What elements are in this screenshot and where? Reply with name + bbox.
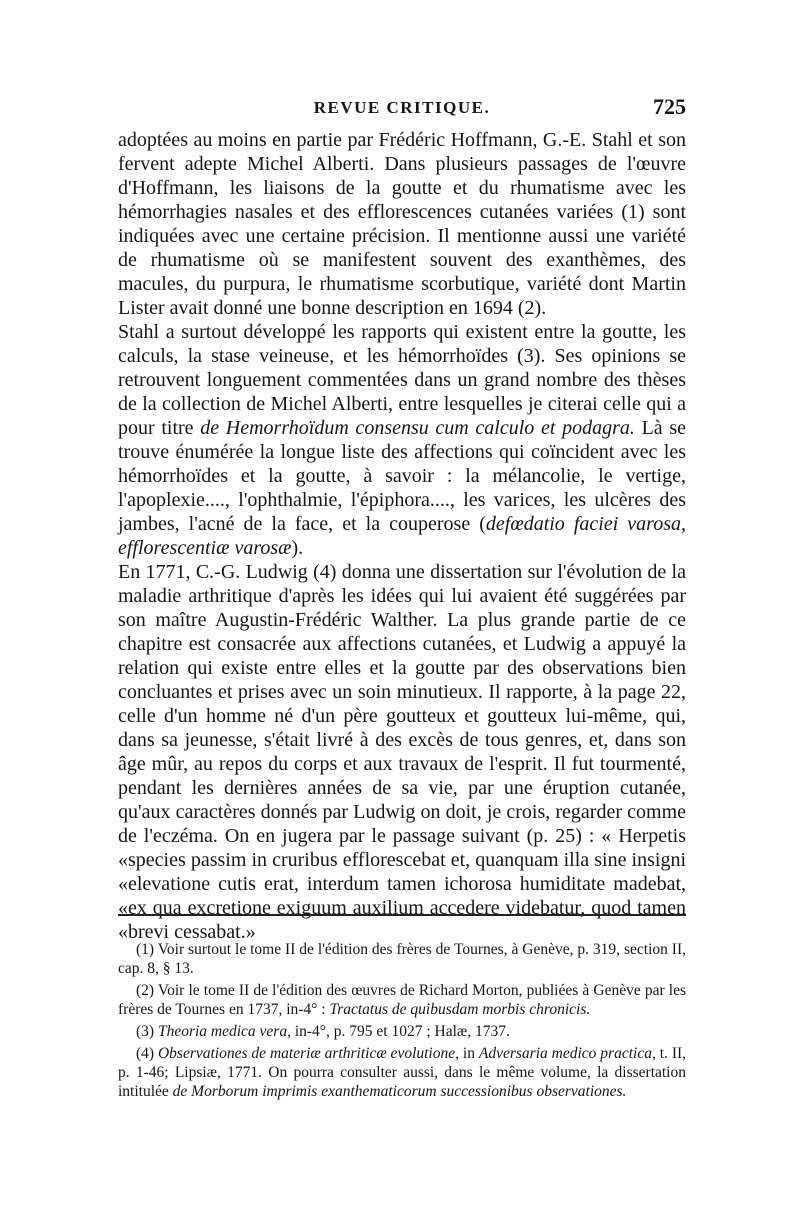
footnote-4-title: Observationes de materiæ arthriticæ evolutione, [157, 1045, 459, 1062]
thesis-title: de Hemorrhoïdum consensu cum calculo et podagra. [200, 417, 635, 439]
paragraph-3-text: En 1771, C.-G. Ludwig (4) donna une dissertation sur l'évolution de la maladie arthritique d'après les idées qui lui avaient été suggérées par son maître Augustin-Frédéric Walther. La plus grande partie de ce chapitre est consacrée aux affections cutanées, et Ludwig a appuyé la relation qui existe entre elles et la goutte par des observations bien concluantes et prises avec un soin minutieux. Il rapporte, à la page 22, celle d'un homme né d'un père goutteux et goutteux lui-même, qui, dans sa jeunesse, s'était livré à des excès de tous genres, et, dans son âge mûr, au repos du corps et aux travaux de l'esprit. Il fut tourmenté, pendant les dernières années de sa vie, par une éruption cutanée, qu'aux caractères donnés par Ludwig on doit, je crois, regarder comme de l'eczéma. On en jugera par le passage suivant (p. 25) : « Herpetis «species passim in cruribus efflorescebat et, quanquam illa sine insigni «elevatione cutis erat, interdum tamen ichorosa humiditate madebat, «ex qua excretione exiguum auxilium accedere videbatur, quod tamen «brevi cessabat.» [118, 561, 686, 943]
footnote-4 [118, 1044, 686, 1101]
footnote-4-journal: Adversaria medico practica, [478, 1045, 656, 1062]
footnote-4-text: t. II, p. 1-46; Lipsiæ, 1771. On pourra consulter aussi, dans le même volume, la dissertation intitulée [118, 1045, 687, 1100]
paragraph-2-text-b: Là se trouve énumérée la longue liste des affections qui coïncident avec les hémorrhoïdes et la goutte, à savoir : la mélancolie, le vertige, l'apoplexie...., l'ophthalmie, l'épiphora...., les varices, les ulcères des jambes, l'acné de la face, et la couperose ( [118, 417, 686, 535]
footnotes [118, 940, 686, 1104]
footnote-2 [118, 981, 686, 1019]
footnote-4-number: (4) [136, 1045, 155, 1062]
paragraph-1-text: adoptées au moins en partie par Frédéric Hoffmann, G.-E. Stahl et son fervent adepte Michel Alberti. Dans plusieurs passages de l'œuvre d'Hoffmann, les liaisons de la goutte et du rhumatisme avec les hémorrhagies nasales et des efflorescences cutanées variées (1) sont indiquées avec une certaine précision. Il mentionne aussi une variété de rhumatisme où se manifestent souvent des exanthèmes, des macules, du purpura, le rhumatisme scorbutique, variété dont Martin Lister avait donné une bonne description en 1694 (2). [118, 129, 686, 319]
running-title: REVUE CRITIQUE. [313, 98, 491, 117]
footnote-3-text: in-4°, p. 795 et 1027 ; Halæ, 1737. [294, 1023, 510, 1040]
paragraph-2 [118, 320, 686, 560]
paragraph-1 [118, 128, 686, 320]
footnote-2-title: Tractatus de quibusdam morbis chronicis. [329, 1001, 591, 1018]
footnote-4-title-2: de Morborum imprimis exanthematicorum successionibus observationes. [172, 1083, 627, 1100]
footnote-1 [118, 940, 686, 978]
footnote-2-text: (2) Voir le tome II de l'édition des œuvres de Richard Morton, publiées à Genève par les frères de Tournes en 1737, in-4° : [118, 982, 686, 1018]
latin-quote: defœdatio faciei varosa, efflorescentiæ varosæ [118, 513, 686, 559]
body-text [118, 128, 686, 944]
paragraph-3 [118, 560, 686, 944]
footnote-3-number: (3) [136, 1023, 155, 1040]
page-number: 725 [653, 94, 686, 119]
footnote-3-title: Theoria medica vera, [157, 1023, 291, 1040]
paragraph-2-text-a: Stahl a surtout développé les rapports qui existent entre la goutte, les calculs, la stase veineuse, et les hémorrhoïdes (3). Ses opinions se retrouvent longuement commentées dans un grand nombre des thèses de la collection de Michel Alberti, entre lesquelles je citerai celle qui a pour titre [118, 321, 686, 439]
footnote-4-mid: in [462, 1045, 475, 1062]
running-head [118, 94, 686, 124]
paragraph-2-text-c: ). [291, 537, 304, 559]
footnote-1-text: (1) Voir surtout le tome II de l'édition des frères de Tournes, à Genève, p. 319, section II, cap. 8, § 13. [118, 941, 686, 977]
footnote-divider [118, 914, 686, 916]
footnote-3 [118, 1022, 686, 1041]
